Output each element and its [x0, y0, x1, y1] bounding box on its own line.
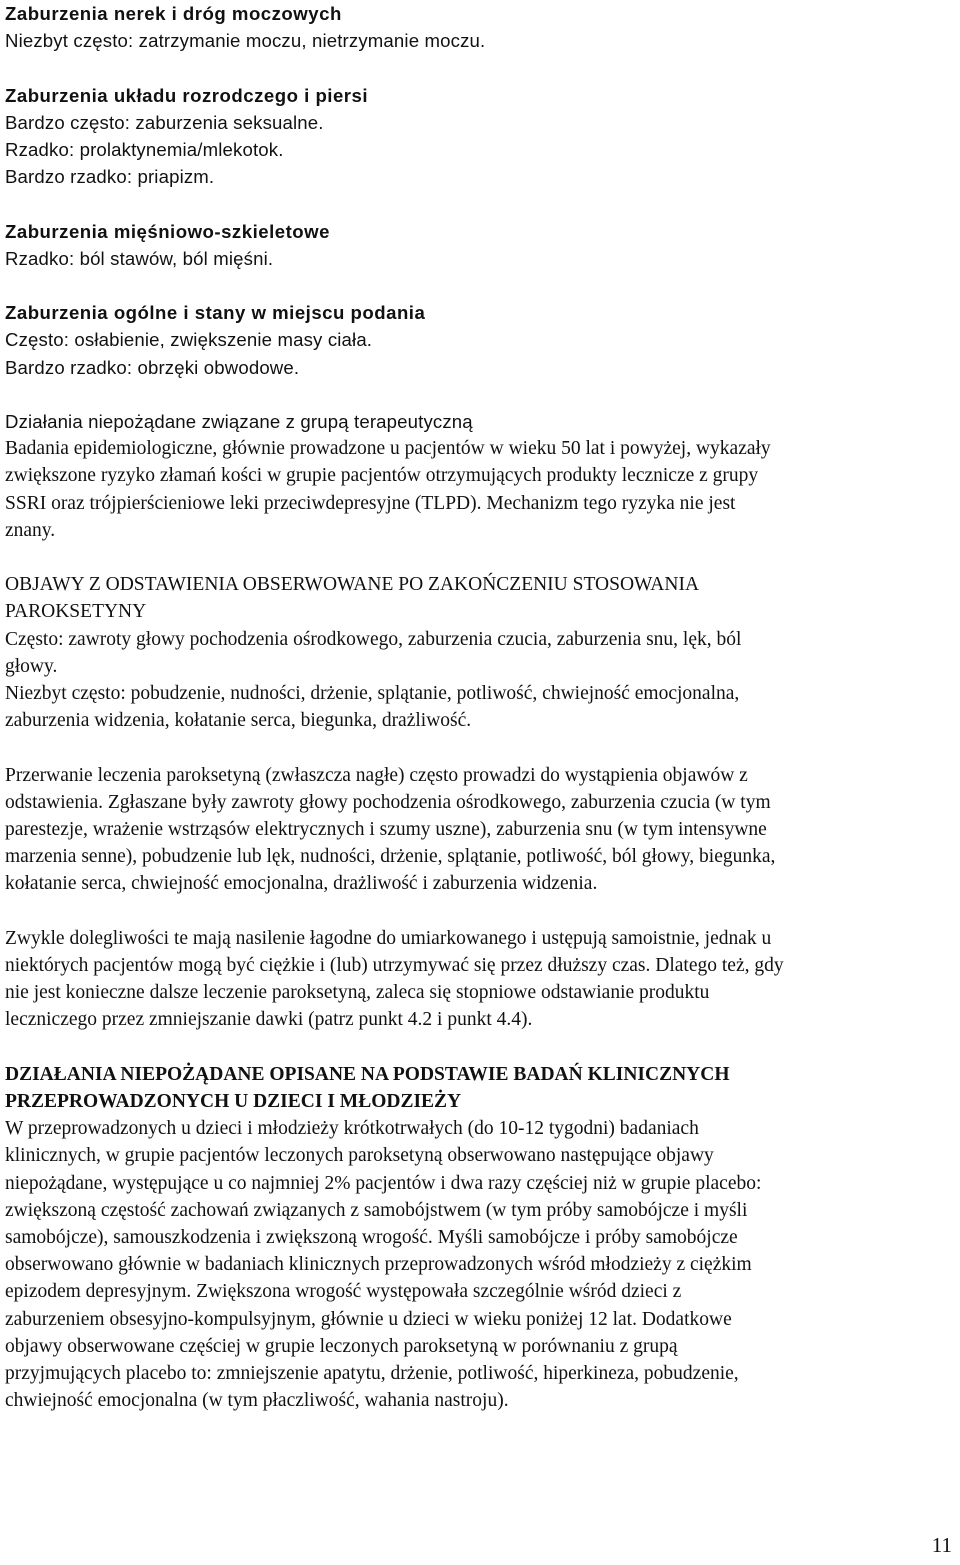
body-line: objawy obserwowane częściej w grupie leczonych paroksetyną w porównaniu z grupą: [5, 1335, 678, 1357]
body-line: Bardzo rzadko: priapizm.: [5, 166, 215, 188]
body-line: zaburzenia widzenia, kołatanie serca, biegunka, drażliwość.: [5, 710, 472, 732]
section-heading: DZIAŁANIA NIEPOŻĄDANE OPISANE NA PODSTAWIE BADAŃ KLINICZNYCH: [5, 1063, 730, 1085]
body-line: zwiększone ryzyko złamań kości w grupie pacjentów otrzymujących produkty lecznicze z grupy: [5, 465, 759, 487]
body-line: Niezbyt często: pobudzenie, nudności, drżenie, splątanie, potliwość, chwiejność emocjonalna,: [5, 683, 740, 704]
body-line: obserwowano głównie w badaniach klinicznych przeprowadzonych wśród młodzieży z ciężkim: [5, 1254, 752, 1276]
section-withdrawal-symptoms: [5, 571, 950, 734]
section-heading: PRZEPROWADZONYCH U DZIECI I MŁODZIEŻY: [5, 1091, 462, 1112]
body-line: zwiększoną częstość zachowań związanych z samobójstwem (w tym próby samobójcze i myśli: [5, 1199, 748, 1221]
section-heading: OBJAWY Z ODSTAWIENIA OBSERWOWANE PO ZAKOŃCZENIU STOSOWANIA: [5, 574, 700, 596]
body-line: nie jest konieczne dalsze leczenie paroksetyną, zaleca się stopniowe odstawianie produktu: [5, 982, 710, 1004]
page-number: 11: [931, 1533, 952, 1557]
body-line: W przeprowadzonych u dzieci i młodzieży krótkotrwałych (do 10-12 tygodni) badaniach: [5, 1118, 699, 1140]
body-line: kołatanie serca, chwiejność emocjonalna, drażliwość i zaburzenia widzenia.: [5, 873, 598, 895]
section-heading: Zaburzenia układu rozrodczego i piersi: [5, 84, 369, 106]
body-line: głowy.: [5, 655, 58, 677]
section-heading: Działania niepożądane związane z grupą terapeutyczną: [5, 410, 473, 432]
body-line: odstawienia. Zgłaszane były zawroty głowy pochodzenia ośrodkowego, zaburzenia czucia (w tym: [5, 791, 771, 813]
body-line: znany.: [5, 519, 56, 541]
section-heading: Zaburzenia nerek i dróg moczowych: [5, 3, 342, 24]
body-line: Często: osłabienie, zwiększenie masy ciała.: [5, 329, 373, 351]
section-heading: PAROKSETYNY: [5, 601, 147, 623]
body-line: Badania epidemiologiczne, głównie prowadzone u pacjentów w wieku 50 lat i powyżej, wykazały: [5, 438, 771, 460]
body-line: Bardzo często: zaburzenia seksualne.: [5, 111, 324, 133]
body-line: SSRI oraz trójpierścieniowe leki przeciwdepresyjne (TLPD). Mechanizm tego ryzyka nie jest: [5, 492, 736, 514]
body-line: epizodem depresyjnym. Zwiększona wrogość występowała szczególnie wśród dzieci z: [5, 1281, 682, 1303]
body-line: parestezje, wrażenie wstrząsów elektrycznych i szumy uszne), zaburzenia snu (w tym intensywne: [5, 819, 767, 840]
body-line: marzenia senne), pobudzenie lub lęk, nudności, drżenie, splątanie, potliwość, ból głowy, biegunka,: [5, 846, 776, 868]
section-kidney-urinary: [5, 0, 950, 54]
body-line: Zwykle dolegliwości te mają nasilenie łagodne do umiarkowanego i ustępują samoistnie, jednak u: [5, 927, 772, 949]
body-line: Rzadko: ból stawów, ból mięśni.: [5, 247, 274, 269]
body-line: Niezbyt często: zatrzymanie moczu, nietrzymanie moczu.: [5, 30, 486, 52]
body-line: Rzadko: prolaktynemia/mlekotok.: [5, 139, 284, 160]
section-musculoskeletal: [5, 218, 950, 272]
body-line: zaburzeniem obsesyjno-kompulsyjnym, głównie u dzieci w wieku poniżej 12 lat. Dodatkowe: [5, 1308, 732, 1330]
body-line: samobójcze), samouszkodzenia i zwiększoną wrogość. Myśli samobójcze i próby samobójcze: [5, 1227, 738, 1249]
section-general-disorders: [5, 299, 950, 381]
body-line: klinicznych, w grupie pacjentów leczonych paroksetyną obserwowano następujące objawy: [5, 1145, 714, 1167]
body-line: Bardzo rzadko: obrzęki obwodowe.: [5, 356, 300, 378]
body-line: niektórych pacjentów mogą być ciężkie i (lub) utrzymywać się przez dłuższy czas. Dlatego też, gdy: [5, 955, 784, 976]
body-line: chwiejność emocjonalna (w tym płaczliwość, wahania nastroju).: [5, 1390, 509, 1412]
body-line: niepożądane, występujące u co najmniej 2% pacjentów i dwa razy częściej niż w grupie placebo:: [5, 1172, 762, 1194]
section-heading: Zaburzenia ogólne i stany w miejscu podania: [5, 302, 426, 324]
body-line: Przerwanie leczenia paroksetyną (zwłaszcza nagłe) często prowadzi do wystąpienia objawów z: [5, 764, 748, 786]
section-heading: Zaburzenia mięśniowo-szkieletowe: [5, 220, 330, 242]
paragraph-discontinuation: [5, 762, 950, 898]
body-line: Często: zawroty głowy pochodzenia ośrodkowego, zaburzenia czucia, zaburzenia snu, lęk, ból: [5, 628, 742, 650]
document-page: [5, 0, 950, 1414]
section-pediatric-trials: [5, 1061, 950, 1415]
section-reproductive: [5, 82, 950, 191]
body-line: przyjmujących placebo to: zmniejszenie apatytu, drżenie, potliwość, hiperkineza, pobudzenie,: [5, 1363, 739, 1385]
paragraph-severity: [5, 925, 950, 1034]
body-line: leczniczego przez zmniejszanie dawki (patrz punkt 4.2 i punkt 4.4).: [5, 1009, 533, 1031]
section-class-effects: [5, 408, 950, 544]
